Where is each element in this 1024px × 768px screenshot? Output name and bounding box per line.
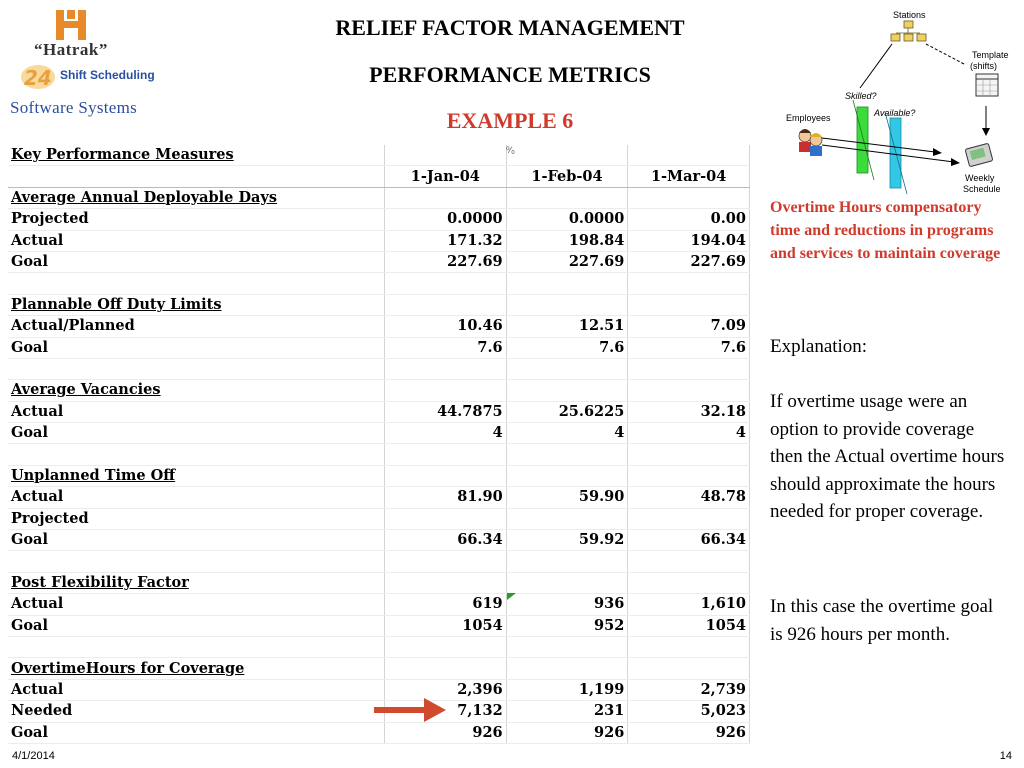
employees-icon (799, 129, 822, 156)
section-title-row (8, 465, 750, 486)
value-cell: 1,610 (628, 594, 750, 615)
empty-cell (8, 636, 385, 657)
page-title: RELIEF FACTOR MANAGEMENT (335, 15, 685, 40)
empty-cell (385, 145, 507, 166)
value-cell: 231 (506, 701, 628, 722)
row-label: Goal (8, 251, 385, 272)
value-cell: 936 (506, 594, 628, 615)
section-title: Unplanned Time Off (8, 465, 385, 486)
empty-cell (628, 572, 750, 593)
row-label: Needed (8, 701, 385, 722)
spacer-row (8, 636, 750, 657)
value-cell: 0.00 (628, 209, 750, 230)
scheduling-diagram (770, 0, 1024, 200)
table-row (8, 230, 750, 251)
page-subtitle: PERFORMANCE METRICS (369, 62, 651, 87)
empty-cell (628, 294, 750, 315)
empty-cell (506, 658, 628, 679)
skilled-label: Skilled? (845, 91, 877, 101)
empty-cell (385, 380, 507, 401)
value-cell: 48.78 (628, 487, 750, 508)
empty-cell (628, 145, 750, 166)
empty-cell (506, 465, 628, 486)
row-label: Projected (8, 508, 385, 529)
hatrak-logo (0, 0, 185, 125)
empty-cell (8, 551, 385, 572)
row-label: Projected (8, 209, 385, 230)
section-title: Average Annual Deployable Days (8, 187, 385, 208)
explanation-paragraph: If overtime usage were an option to provide coverage then the Actual overtime hours should approximate the hours needed for proper coverage. (770, 391, 1005, 522)
footer-date: 4/1/2014 (12, 750, 55, 762)
template-shifts-label: (shifts) (970, 61, 997, 71)
date-column-header: 1-Mar-04 (628, 166, 750, 187)
goal-paragraph: In this case the overtime goal is 926 hours per month. (770, 596, 994, 645)
explanation-heading: Explanation: (770, 336, 868, 357)
value-cell: 2,739 (628, 679, 750, 700)
empty-cell (506, 145, 628, 166)
date-column-header: 1-Feb-04 (506, 166, 628, 187)
row-label: Actual (8, 487, 385, 508)
value-cell: 25.6225 (506, 401, 628, 422)
table-row (8, 401, 750, 422)
empty-cell (506, 572, 628, 593)
table-row (8, 722, 750, 743)
empty-cell (385, 187, 507, 208)
section-title-row (8, 294, 750, 315)
kpi-table-container (8, 145, 750, 741)
logo-24-icon (20, 62, 56, 92)
empty-cell (8, 444, 385, 465)
section-title: Average Vacancies (8, 380, 385, 401)
empty-cell (385, 294, 507, 315)
stations-icon (891, 21, 926, 41)
value-cell: 227.69 (628, 251, 750, 272)
logo-tagline: Shift Scheduling (60, 68, 155, 82)
value-cell: 1054 (385, 615, 507, 636)
empty-cell (628, 273, 750, 294)
value-cell: 12.51 (506, 316, 628, 337)
hatrak-h-icon (54, 8, 88, 42)
value-cell: 10.46 (385, 316, 507, 337)
empty-cell (506, 273, 628, 294)
table-row (8, 251, 750, 272)
value-cell: 227.69 (385, 251, 507, 272)
row-label: Actual/Planned (8, 316, 385, 337)
row-label: Actual (8, 230, 385, 251)
empty-cell (628, 187, 750, 208)
value-cell: 59.90 (506, 487, 628, 508)
table-row (8, 209, 750, 230)
empty-cell (385, 572, 507, 593)
row-label: Goal (8, 530, 385, 551)
empty-cell (506, 187, 628, 208)
value-cell: 59.92 (506, 530, 628, 551)
value-cell: 7.6 (628, 337, 750, 358)
value-cell: 926 (628, 722, 750, 743)
employees-label: Employees (786, 113, 831, 123)
empty-cell (628, 444, 750, 465)
empty-cell (506, 294, 628, 315)
logo-company: Software Systems (10, 98, 138, 117)
value-cell: 66.34 (385, 530, 507, 551)
header-row (8, 145, 750, 166)
value-cell: 7.6 (385, 337, 507, 358)
template-label: Template (972, 50, 1009, 60)
section-title: Post Flexibility Factor (8, 572, 385, 593)
table-row (8, 594, 750, 615)
value-cell: 194.04 (628, 230, 750, 251)
value-cell: 0.0000 (506, 209, 628, 230)
empty-cell (385, 551, 507, 572)
value-cell: 66.34 (628, 530, 750, 551)
overtime-note: Overtime Hours compensatory time and reductions in programs and services to maintain coverage (770, 199, 1001, 262)
row-label: Goal (8, 722, 385, 743)
schedule-label: Schedule (963, 184, 1001, 194)
section-title-row (8, 572, 750, 593)
example-label: EXAMPLE 6 (446, 108, 574, 133)
date-column-header: 1-Jan-04 (385, 166, 507, 187)
empty-cell (8, 166, 385, 187)
value-cell (628, 508, 750, 529)
spacer-row (8, 444, 750, 465)
empty-cell (8, 358, 385, 379)
empty-cell (506, 551, 628, 572)
table-row (8, 423, 750, 444)
value-cell: 1,199 (506, 679, 628, 700)
value-cell: 5,023 (628, 701, 750, 722)
value-cell: 619 (385, 594, 507, 615)
table-row (8, 530, 750, 551)
value-cell: 81.90 (385, 487, 507, 508)
svg-text:24: 24 (24, 66, 52, 90)
page-number: 14 (999, 750, 1012, 762)
value-cell (506, 508, 628, 529)
row-label: Actual (8, 679, 385, 700)
section-title-row (8, 658, 750, 679)
cell-marker: ⁰⁄₀ (506, 145, 515, 155)
diagram-graphics (770, 0, 1024, 200)
empty-cell (385, 273, 507, 294)
empty-cell (385, 444, 507, 465)
table-row (8, 508, 750, 529)
value-cell: 0.0000 (385, 209, 507, 230)
section-title-row (8, 187, 750, 208)
value-cell (385, 508, 507, 529)
row-label: Goal (8, 423, 385, 444)
comment-indicator (507, 593, 516, 600)
value-cell: 4 (628, 423, 750, 444)
logo-name: “Hatrak” (34, 40, 108, 59)
empty-cell (385, 636, 507, 657)
row-label: Goal (8, 615, 385, 636)
table-row (8, 316, 750, 337)
red-arrow-icon (374, 698, 446, 722)
empty-cell (628, 551, 750, 572)
section-title-row (8, 380, 750, 401)
section-title: Plannable Off Duty Limits (8, 294, 385, 315)
empty-cell (385, 658, 507, 679)
value-cell: 44.7875 (385, 401, 507, 422)
value-cell: 171.32 (385, 230, 507, 251)
empty-cell (8, 273, 385, 294)
stations-label: Stations (893, 10, 926, 20)
value-cell: 4 (385, 423, 507, 444)
value-cell: 926 (385, 722, 507, 743)
value-cell: 7,132 (385, 701, 507, 722)
spacer-row (8, 358, 750, 379)
value-cell: 198.84 (506, 230, 628, 251)
section-title: OvertimeHours for Coverage (8, 658, 385, 679)
empty-cell (385, 465, 507, 486)
template-calendar-icon (976, 74, 998, 96)
value-cell: 2,396 (385, 679, 507, 700)
value-cell: 227.69 (506, 251, 628, 272)
empty-cell (385, 358, 507, 379)
empty-cell (628, 358, 750, 379)
value-cell: 1054 (628, 615, 750, 636)
empty-cell (628, 465, 750, 486)
table-row (8, 337, 750, 358)
value-cell: 7.6 (506, 337, 628, 358)
kpi-table (8, 145, 750, 744)
value-cell: 4 (506, 423, 628, 444)
empty-cell (628, 658, 750, 679)
column-header-row (8, 166, 750, 187)
row-label: Goal (8, 337, 385, 358)
spacer-row (8, 551, 750, 572)
empty-cell (628, 636, 750, 657)
value-cell: 7.09 (628, 316, 750, 337)
row-label: Actual (8, 594, 385, 615)
row-label: Actual (8, 401, 385, 422)
weekly-schedule-icon (965, 143, 993, 167)
empty-cell (506, 636, 628, 657)
weekly-label: Weekly (965, 173, 995, 183)
spacer-row (8, 273, 750, 294)
value-cell: 926 (506, 722, 628, 743)
empty-cell (506, 380, 628, 401)
value-cell: 952 (506, 615, 628, 636)
empty-cell (628, 380, 750, 401)
table-row (8, 615, 750, 636)
available-label: Available? (874, 108, 916, 118)
table-row (8, 487, 750, 508)
empty-cell (506, 358, 628, 379)
value-cell: 32.18 (628, 401, 750, 422)
empty-cell (506, 444, 628, 465)
table-header-label: Key Performance Measures (8, 145, 385, 166)
